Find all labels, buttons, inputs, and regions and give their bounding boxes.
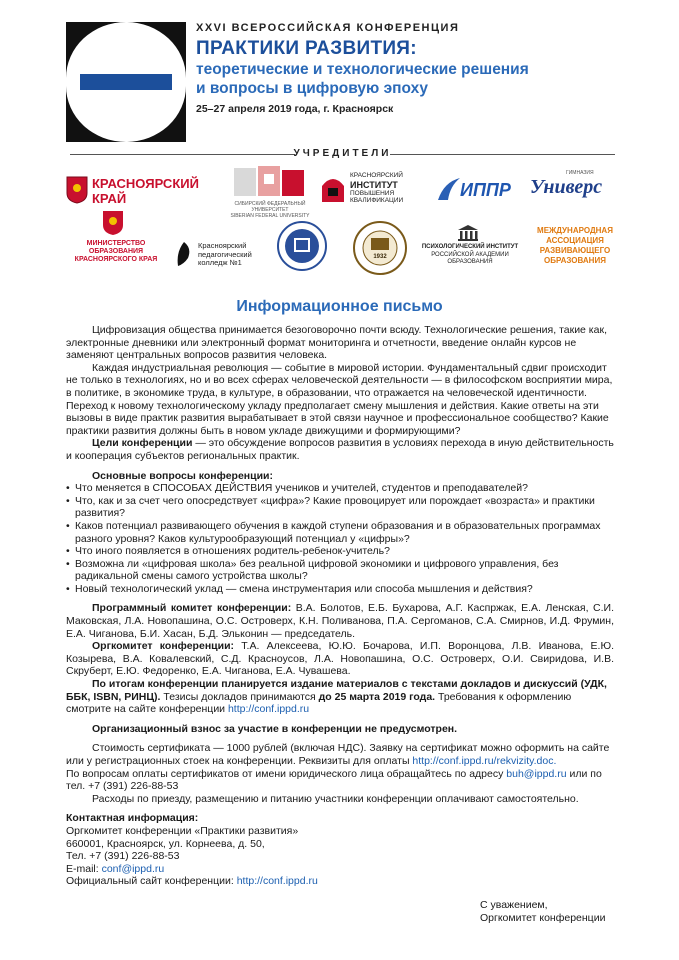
publication-deadline: до 25 марта 2019 года. — [318, 690, 436, 703]
conference-header — [196, 22, 666, 115]
kpk1-logo — [174, 238, 264, 274]
kpk1-line1: Красноярский — [198, 241, 247, 250]
kgpu-logo — [352, 220, 408, 276]
pi-rao-line3: ОБРАЗОВАНИЯ — [447, 259, 493, 265]
kipk-line1: КРАСНОЯРСКИЙ — [350, 172, 403, 179]
certificate-paragraph — [66, 742, 614, 767]
publication-paragraph — [66, 678, 614, 716]
maro-logo — [530, 226, 620, 274]
kipk-emblem-icon — [320, 174, 346, 204]
founders-divider — [70, 148, 615, 162]
ippr-bird-icon — [436, 176, 462, 204]
krai-coat-of-arms-icon — [66, 176, 88, 204]
kipk-logo — [320, 172, 430, 210]
payment-paragraph — [66, 768, 614, 793]
goals-text: — это обсуждение вопросов развития в условиях перехода в иную действительность и кооперация субъектов региональных практик. — [66, 437, 614, 462]
certificate-text-1: Стоимость сертификата — 1000 рублей (включая НДС). Заявку на сертификат можно оформить на сайте или у регистрационных стоек на конференции. Реквизиты для оплаты — [66, 742, 610, 767]
maro-line4: ОБРАЗОВАНИЯ — [544, 256, 606, 265]
contact-email-link[interactable]: conf@ippd.ru — [101, 862, 165, 875]
list-item: • Что, как и за счет чего опосредствует «цифра»? Какие провоцирует или порождает «возраста» и практики развития? — [66, 495, 614, 520]
goals-paragraph — [66, 437, 614, 462]
pi-rao-line1: ПСИХОЛОГИЧЕСКИЙ ИНСТИТУТ — [421, 244, 519, 250]
publication-text-1: Тезисы докладов принимаются — [160, 690, 319, 703]
site-link[interactable]: http://conf.ippd.ru — [227, 703, 310, 716]
revolution-paragraph: Каждая индустриальная революция — событие в мировой истории. Фундаментальный сдвиг происходит не только в технологиях, но и во всех сферах человеческой деятельности — в философском восприятии мира, в политике, в экономике труда, в культуре, в образовании, что отражается на человеческой идентичности. Переход к новому технологическому укладу предполагает смену мышления и действия. Какие ответы на эти вызовы в виде практик развития вырабатывает в этой связи научное и профессиональное сообщество? Какие практики развития должны быть в новом укладе движущими и формирующими? — [66, 361, 613, 437]
contact-address: 660001, Красноярск, ул. Корнеева, д. 50, — [66, 837, 265, 850]
maro-line2: АССОЦИАЦИЯ — [546, 236, 604, 245]
pi-rao-building-icon — [456, 224, 480, 242]
contact-site-link[interactable]: http://conf.ippd.ru — [236, 875, 318, 888]
kgpu-year: 1932 — [373, 254, 387, 260]
sfu-logo — [226, 166, 314, 219]
list-item: • Возможна ли «цифровая школа» без реальной цифровой экономики и цифрового управления, без радикальной смены самого устройства школы? — [66, 558, 614, 583]
conference-subtitle-2: и вопросы в цифровую эпоху — [196, 80, 429, 97]
org-committee — [66, 640, 614, 678]
contact-site-line — [66, 875, 614, 888]
minobr-line3: КРАСНОЯРСКОГО КРАЯ — [74, 256, 158, 263]
payment-text: По вопросам оплаты сертификатов от имени юридического лица обращайтесь по адресу — [66, 767, 507, 780]
contact-email-label: E-mail: — [66, 862, 102, 875]
sfu-caption: СИБИРСКИЙ ФЕДЕРАЛЬНЫЙ УНИВЕРСИТЕТ — [234, 201, 306, 213]
program-committee — [66, 602, 614, 640]
contact-label: Контактная информация: — [66, 812, 199, 825]
signature — [480, 899, 605, 924]
ippr-name: ИППР — [460, 180, 511, 200]
conference-logo — [66, 22, 186, 142]
org-text: Т.А. Алексеева, Ю.Ю. Бочарова, И.П. Воронцова, Л.В. Иванова, Е.Ю. Козырева, В.А. Ковалевский, С.Д. Красноусов, Л.А. Новопашина, О.С. Островерх, О.И. Свиридова, И.В. Скруберт, Е.Ю. Федоренко, Е.А. Чиганова, Е.А. Чувашева. — [66, 640, 614, 678]
letter-body — [66, 324, 614, 888]
kipk-line2: ИНСТИТУТ — [350, 179, 398, 190]
buh-email-link[interactable]: buh@ippd.ru — [506, 767, 567, 780]
univers-small: ГИМНАЗИЯ — [566, 170, 594, 176]
list-item: • Новый технологический уклад — смена инструментария или способа мышления и действия? — [66, 583, 614, 596]
kipk-line3: ПОВЫШЕНИЯ — [350, 189, 395, 197]
conference-date-place: 25–27 апреля 2019 года, г. Красноярск — [196, 103, 394, 115]
krai-line1: КРАСНОЯРСКИЙ — [92, 176, 199, 191]
univers-logo — [530, 170, 620, 206]
list-item: • Что иного появляется в отношениях родитель-ребенок-учитель? — [66, 545, 614, 558]
minobr-coat-of-arms-icon — [102, 210, 124, 236]
krasnoyarsk-krai-logo — [66, 172, 206, 212]
questions-label: Основные вопросы конференции: — [92, 469, 273, 482]
kpk1-line3: колледж №1 — [198, 258, 242, 267]
conference-kicker: XXVI ВСЕРОССИЙСКАЯ КОНФЕРЕНЦИЯ — [196, 22, 460, 34]
list-item: • Каков потенциал развивающего обучения в каждой ступени образования и в образовательных программах разного уровня? Каков культурообразующий потенциал у «цифры»? — [66, 520, 614, 545]
info-letter-title: Информационное письмо — [236, 298, 443, 315]
expenses-paragraph: Расходы по приезду, размещению и питанию участники конференции оплачивают самостоятельно. — [92, 792, 579, 805]
questions-list — [66, 482, 614, 595]
ippr-logo — [436, 176, 526, 206]
hse-seal-icon — [276, 220, 328, 272]
publication-bold: По итогам конференции планируется издание материалов с текстами докладов и дискуссий (УДК, ББК, ISBN, РИНЦ). — [66, 678, 607, 703]
minobr-line2: ОБРАЗОВАНИЯ — [88, 248, 144, 255]
sfu-caption-2: SIBERIAN FEDERAL UNIVERSITY — [230, 213, 310, 219]
conference-title: ПРАКТИКИ РАЗВИТИЯ: — [196, 38, 417, 59]
org-label: Оргкомитет конференции: — [92, 640, 235, 653]
contact-email-line — [66, 863, 614, 876]
kipk-line4: КВАЛИФИКАЦИИ — [350, 197, 404, 204]
sfu-emblem-icon — [234, 166, 304, 200]
pi-rao-logo — [420, 224, 520, 270]
sign-line-2: Оргкомитет конференции — [480, 911, 606, 924]
pi-rao-line2: РОССИЙСКОЙ АКАДЕМИИ — [431, 251, 509, 258]
requisites-link[interactable]: http://conf.ippd.ru/rekvizity.doc. — [412, 755, 557, 767]
minobr-line1: МИНИСТЕРСТВО — [86, 240, 146, 247]
hse-logo — [276, 220, 328, 276]
program-text: В.А. Болотов, Е.Б. Бухарова, А.Г. Каспржак, Е.А. Ленская, С.И. Маковская, Л.А. Новопашина, О.С. Островерх, К.Н. Поливанова, П.А. Сергоманов, С.А. Смирнов, И.Д. Фрумин, Е.А. Чиганова, Б.И. Хасан, Б.Д. Эльконин — председатель. — [66, 602, 614, 640]
list-item: • Что меняется в СПОСОБАХ ДЕЙСТВИЯ учеников и учителей, студентов и преподавателей? — [66, 482, 614, 495]
fee-notice: Организационный взнос за участие в конференции не предусмотрен. — [92, 722, 458, 735]
kgpu-seal-icon — [352, 220, 408, 276]
contact-org: Оргкомитет конференции «Практики развития» — [66, 824, 299, 837]
contact-phone: Тел. +7 (391) 226-88-53 — [66, 850, 180, 863]
goals-label: Цели конференции — [92, 437, 193, 450]
kpk1-line2: педагогический — [198, 249, 252, 259]
payment-phone: или по тел. +7 (391) 226-88-53 — [66, 767, 602, 793]
minobr-logo — [66, 210, 166, 276]
publication-text-2: Требования к оформлению смотрите на сайте конференции — [66, 690, 572, 716]
conference-subtitle-1: теоретические и технологические решения — [196, 61, 529, 78]
maro-line3: РАЗВИВАЮЩЕГО — [539, 246, 611, 255]
sign-line-1: С уважением, — [480, 899, 548, 911]
intro-paragraph: Цифровизация общества принимается безоговорочно почти всюду. Технологические решения, такие как, электронные дневники или электронный формат мониторинга и отчетности, введение онлайн курсов не заменяют центральных вопросов развития человека. — [66, 324, 607, 362]
kpk1-emblem-icon — [174, 238, 196, 268]
krai-line2: КРАЙ — [92, 191, 127, 206]
program-label: Программный комитет конференции: — [92, 602, 292, 615]
contact-site-label: Официальный сайт конференции: — [66, 875, 237, 888]
univers-name: Универс — [530, 176, 603, 198]
maro-line1: МЕЖДУНАРОДНАЯ — [537, 226, 613, 235]
founders-label: УЧРЕДИТЕЛИ — [293, 148, 392, 159]
